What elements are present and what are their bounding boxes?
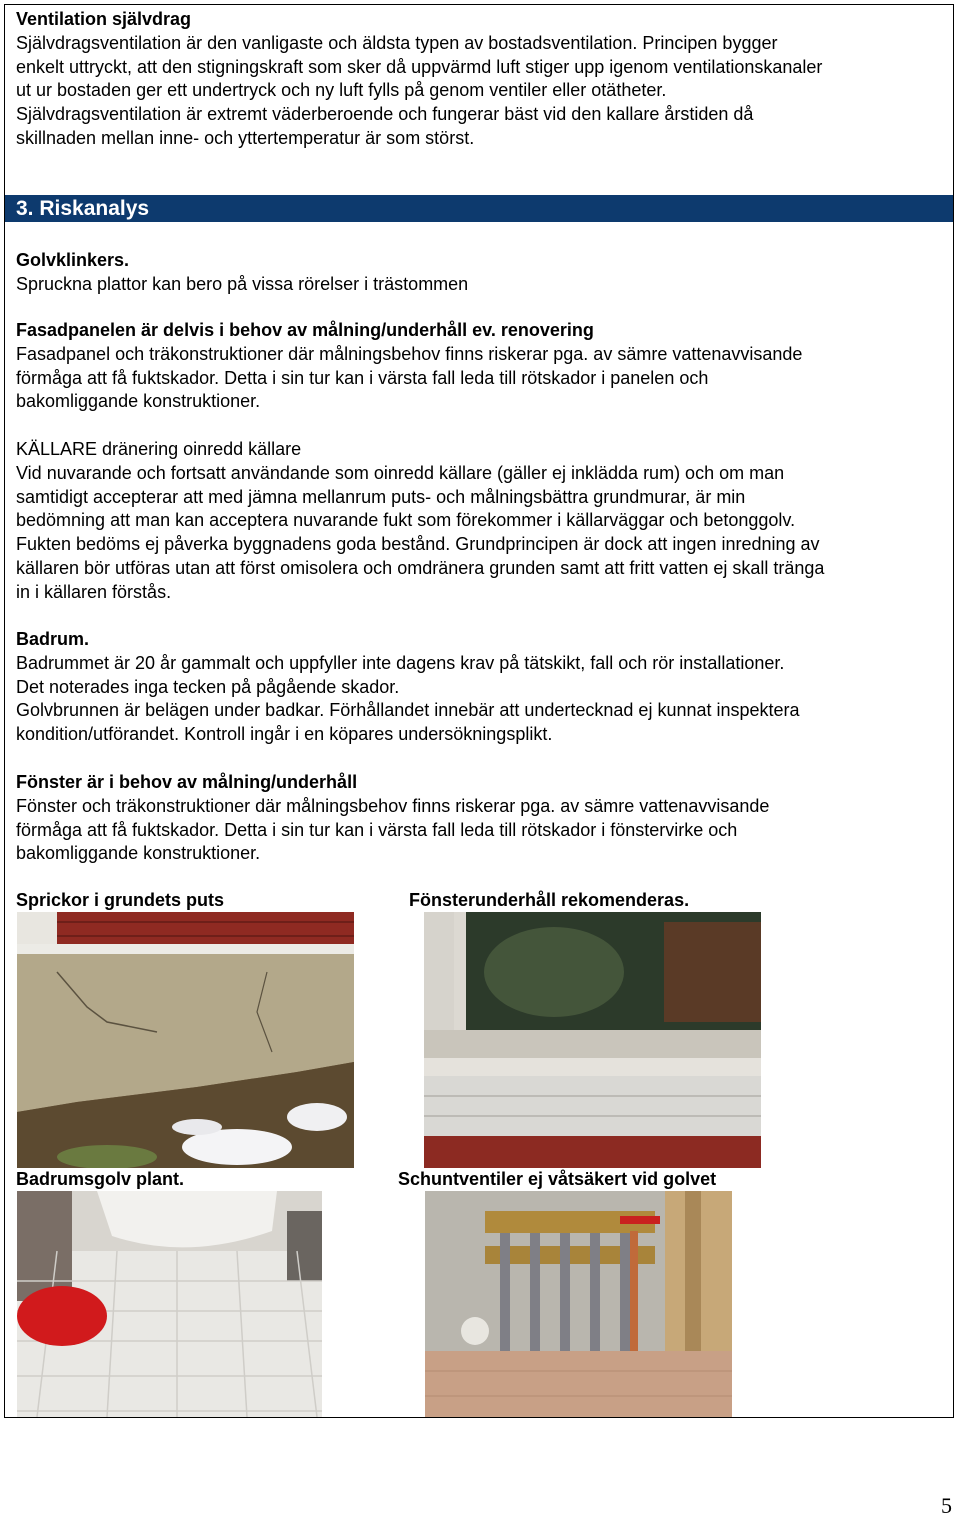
badrum-section xyxy=(16,628,946,747)
fasad-heading: Fasadpanelen är delvis i behov av målning/underhåll ev. renovering xyxy=(16,320,594,340)
paragraph-line: Självdragsventilation är den vanligaste och äldsta typen av bostadsventilation. Principen bygger xyxy=(16,32,778,53)
section-title-banner: 3. Riskanalys xyxy=(5,195,953,222)
paragraph-line: Golvbrunnen är belägen under badkar. Förhållandet innebär att undertecknad ej kunnat inspektera xyxy=(16,700,800,721)
kallare-heading: KÄLLARE dränering oinredd källare xyxy=(16,439,302,459)
paragraph-line: Det noterades inga tecken på pågående skador. xyxy=(16,676,400,697)
golv-heading: Golvklinkers. xyxy=(16,250,130,270)
paragraph-line: Självdragsventilation är extremt väderberoende och fungerar bäst vid den kallare årstiden då xyxy=(16,104,754,125)
paragraph-line: Fasadpanel och träkonstruktioner där målningsbehov finns riskerar pga. av sämre vattenavvisande xyxy=(16,343,803,364)
fonster-section xyxy=(16,771,946,866)
photo-caption-bathroom: Badrumsgolv plant. xyxy=(16,1169,185,1189)
intro-section xyxy=(5,5,953,151)
fasad-section xyxy=(16,319,946,414)
page-number: 5 xyxy=(941,1493,952,1518)
badrum-heading: Badrum. xyxy=(16,629,90,649)
paragraph-line: bakomliggande konstruktioner. xyxy=(16,391,261,412)
kallare-section xyxy=(16,438,946,605)
paragraph-line: skillnaden mellan inne- och yttertemperatur är som störst. xyxy=(16,127,475,148)
golv-section xyxy=(16,249,946,297)
bathroom-photo xyxy=(17,1191,322,1417)
paragraph-line: förmåga att få fuktskador. Detta i sin tur kan i värsta fall leda till rötskador i fönstervirke och xyxy=(16,819,738,840)
fonster-heading: Fönster är i behov av målning/underhåll xyxy=(16,772,358,792)
foundation-photo xyxy=(17,912,354,1168)
paragraph-line: källaren bör utföras utan att först omisolera och omdränera grunden samt att fritt vatten ej skall tränga xyxy=(16,557,825,578)
window-photo xyxy=(424,912,761,1168)
page-frame xyxy=(4,4,954,1418)
ventilation-heading: Ventilation självdrag xyxy=(16,9,192,29)
paragraph-line: bakomliggande konstruktioner. xyxy=(16,843,261,864)
paragraph-line: Spruckna plattor kan bero på vissa rörelser i trästommen xyxy=(16,273,469,294)
paragraph-line: in i källaren förstås. xyxy=(16,581,172,602)
photo-caption-window: Fönsterunderhåll rekomenderas. xyxy=(409,890,690,910)
paragraph-line: samtidigt accepterar att med jämna mellanrum puts- och målningsbättra grundmurar, är min xyxy=(16,486,746,507)
paragraph-line: Fukten bedöms ej påverka byggnadens goda bestånd. Grundprincipen är dock att ingen inredning av xyxy=(16,534,820,555)
photo-caption-valves: Schuntventiler ej våtsäkert vid golvet xyxy=(398,1169,717,1189)
paragraph-line: Badrummet är 20 år gammalt och uppfyller inte dagens krav på tätskikt, fall och rör installationer. xyxy=(16,652,785,673)
valves-photo xyxy=(425,1191,732,1417)
paragraph-line: bedömning att man kan acceptera nuvarande fukt som förekommer i källarväggar och betonggolv. xyxy=(16,510,796,531)
paragraph-line: enkelt uttryckt, att den stigningskraft som sker då uppvärmd luft stiger upp igenom ventilationskanaler xyxy=(16,56,823,77)
paragraph-line: kondition/utförandet. Kontroll ingår i en köpares undersökningsplikt. xyxy=(16,724,553,745)
paragraph-line: Fönster och träkonstruktioner där målningsbehov finns riskerar pga. av sämre vattenavvisande xyxy=(16,795,770,816)
paragraph-line: förmåga att få fuktskador. Detta i sin tur kan i värsta fall leda till rötskador i panelen och xyxy=(16,367,709,388)
paragraph-line: ut ur bostaden ger ett undertryck och ny luft fylls på genom ventiler eller otätheter. xyxy=(16,80,667,101)
paragraph-line: Vid nuvarande och fortsatt användande som oinredd källare (gäller ej inklädda rum) och om man xyxy=(16,462,785,483)
photo-caption-foundation: Sprickor i grundets puts xyxy=(16,890,225,910)
